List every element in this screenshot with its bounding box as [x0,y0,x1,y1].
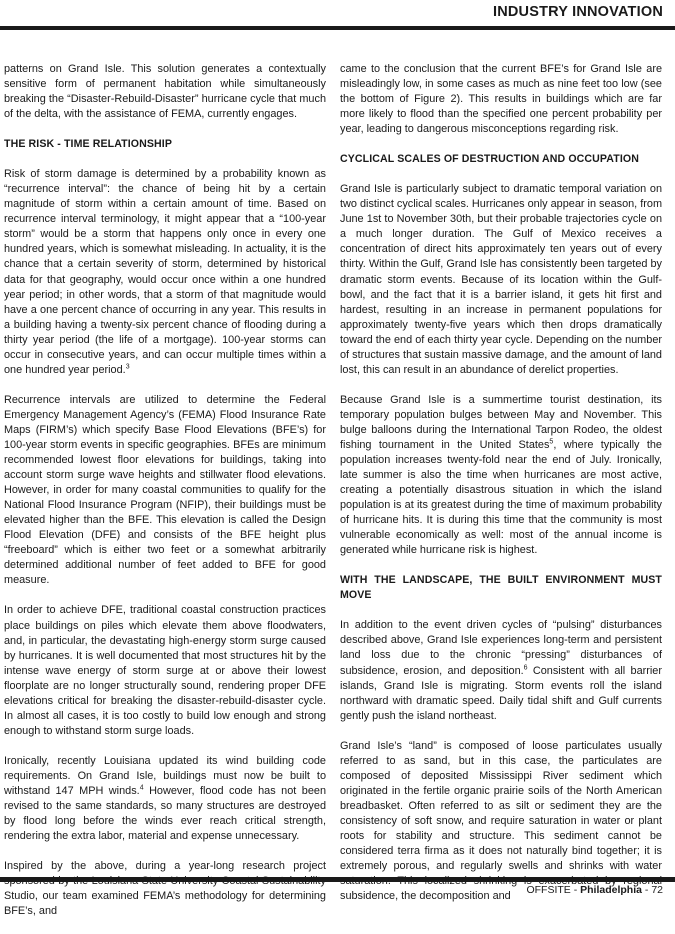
paragraph-text: However, flood code has not been revised to the same standards, so many structures are destroyed by flood long before the winds ever reach critical strength, rendering the extra labor, material and expense unnecessary. [4,784,327,843]
footnote-marker: 6 [523,663,528,671]
footer-city: Philadelphia [580,884,642,896]
section-heading: THE RISK - TIME RELATIONSHIP [4,138,172,151]
footnote-marker: 5 [549,438,554,446]
paragraph: In order to achieve DFE, traditional coastal construction practices place buildings on piles which elevate them above floodwaters, and, in particular, the devastating high-energy storm surge caused by hurricanes. It is well documented that most structures hit by the intense wave energy of storm surge at or above their lowest floorplate are no longer structurally sound, rendering proper DFE elevations critical for breaking the disaster-rebuild-disaster cycle. In almost all cases, it is too costly to build low enough and strong enough to withstand storm surge loads. [4,604,326,737]
footnote-marker: 4 [139,784,144,792]
footer-page-number: - 72 [641,884,663,896]
footer-publication: OFFSITE - [526,884,581,896]
section-heading: WITH THE LANDSCAPE, THE BUILT ENVIRONMENT MUST MOVE [340,574,662,602]
paragraph [4,754,326,844]
footer-rule [0,877,675,882]
paragraph [340,618,662,723]
page-header-title: INDUSTRY INNOVATION [492,4,663,20]
paragraph [4,167,326,378]
paragraph-text: In addition to the event driven cycles of “pulsing” disturbances described above, Grand Isle experiences long-term and persistent land loss due to the chronic “pressing” disturbances of subsidence, erosion, and deposition. [340,619,662,677]
page-footer [526,884,663,896]
paragraph: came to the conclusion that the current BFE’s for Grand Isle are misleadingly low, in some cases as much as nine feet too low (see the bottom of Figure 2). This results in buildings which are far more likely to flood than the specified one percent probability per year, leading to dangerous misconceptions regarding risk. [340,63,662,136]
paragraph: Grand Isle’s “land” is composed of loose particulates usually referred to as sand, but in this case, the particulates are composed of deposited Mississippi River sediment which originated in the fertile organic prairie soils of the North American breadbasket. Often referred to as silt or sediment they are the consistency of soft snow, and require saturation in water or plant roots for stability and structure. This sediment cannot be considered terra firma as it does not naturally bind together; it is extremely porous, and regularly swells and shrinks with water subsidence, the decomposition and [340,739,662,903]
header-rule [0,26,675,30]
paragraph-text: Because Grand Isle is a summertime tourist destination, its temporary population bulges between May and November. This bulge balloons during the International Tarpon Rodeo, the oldest fishing tournament in the United States [340,393,662,451]
paragraph: Inspired by the above, during a year-long research project Studio, our team examined FEMA’s methodology for determining BFE’s, and [4,860,326,918]
paragraph: Grand Isle is particularly subject to dramatic temporal variation on two distinct cyclical scales. Hurricanes only appear in season, from June 1st to November 30th, but their probable trajectories cycle on a much longer duration. The Gulf of Mexico receives a concentration of direct hits approximately ten years out of every thirty. Within the Gulf, Grand Isle has consistently been targeted by dramatic storm events. Because of its location within the Gulf-bowl, and the fact that it is a barrier island, it gets hit first and hardest, resulting in an increase in permanent populations for approximately twenty-five years which then drops dramatically toward the end of each thirty year cycle. Depending on the number of structures that sustain massive damage, and the amount of land lost, this can result in an abundance of derelict properties. [340,183,663,376]
paragraph: Recurrence intervals are utilized to determine the Federal Emergency Management Agency’s (FEMA) Flood Insurance Rate Maps (FIRM’s) which specify Base Flood Elevations (BFE’s) for 100-year storm events in specific geographies. BFEs are minimum recommended lowest floor elevations for buildings, taking into account storm surge wave heights and stillwater flood elevations. However, in order for many coastal communities to qualify for the National Flood Insurance Program (NFIP), their buildings must be elevated higher than the BFE. This elevation is called the Design Flood Elevation (DFE) and consists of the BFE height plus “freeboard” which is either two feet or a somewhat arbitrarily determined additional number of feet added to BFE for good measure. [4,393,326,587]
paragraph-text: Consistent with all barrier islands, Grand Isle is migrating. Storm events roll the island northward with dramatic speed. Daily tidal shift and Gulf currents gently push the island northeast. [340,664,662,722]
paragraph-text: Risk of storm damage is determined by a probability known as “recurrence interval”: the chance of being hit by a certain magnitude of storm within a certain amount of time. Based on recurrence interval terminology, it might appear that a “100-year storm” would be a storm that happens only once in every one hundred years, which is somewhat misleading. In actuality, it is the chance that a certain severity of storm, determined by historical data for that geography, would occur once within a one hundred year period; in other words, that a storm of that magnitude would have a one percent chance of occurring in any year. This results in a building having a twenty-six percent chance of flooding during a thirty year period (the life of a mortgage). 100-year storms can occur in consecutive years, and can occur multiple times within a one hundred year period. [4,168,326,376]
paragraph [340,393,662,559]
footnote-marker: 3 [125,363,130,371]
paragraph: patterns on Grand Isle. This solution generates a contextually sensitive form of permanent habitation while simultaneously breaking the “Disaster-Rebuild-Disaster” hurricane cycle that much of the delta, with the assistance of FEMA, currently engages. [4,63,326,121]
paragraph-text: , where typically the population increases twenty-fold near the end of July. Ironically, late summer is also the time when hurricanes are most active, creating a potentially disastrous situation in which the island population is at its greatest during the time of maximum probability of hurricane hits. It is during this time that the community is most vulnerable economically as well: most of the annual income is generated while hurricane risk is highest. [340,438,662,557]
section-heading: CYCLICAL SCALES OF DESTRUCTION AND OCCUPATION [340,153,639,166]
right-column [340,62,662,919]
left-column [4,62,326,934]
paragraph-text: Ironically, recently Louisiana updated its wind building code requirements. On Grand Isle, buildings must now be built to withstand 147 MPH winds. [4,754,326,797]
